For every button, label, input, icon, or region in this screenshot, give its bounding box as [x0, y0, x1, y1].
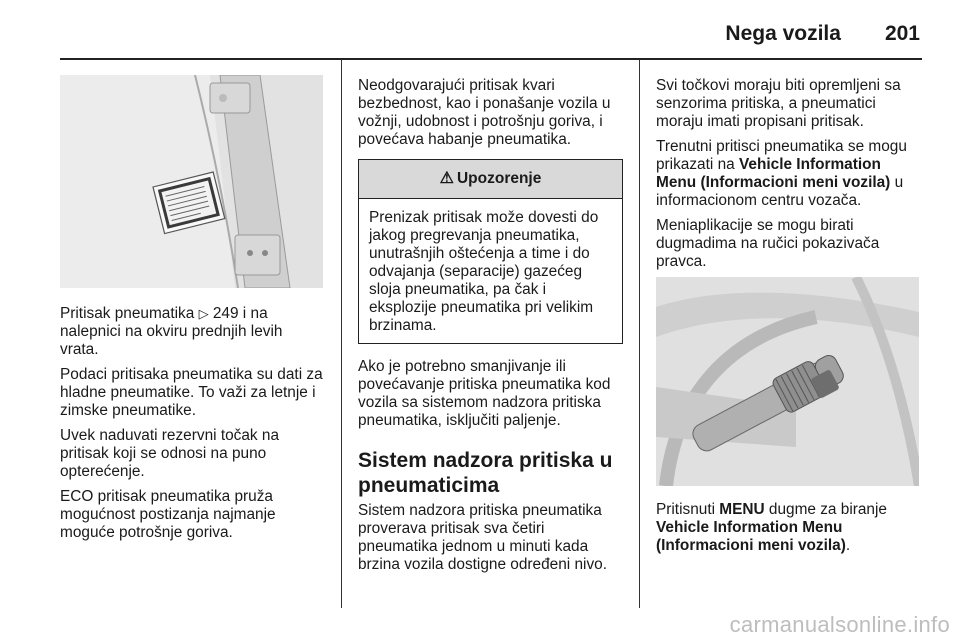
warning-body: Prenizak pritisak može dovesti do jakog pregrevanja pneumatika, unutrašnjih oštećenja a time i do odvajanja (separacije) gazećeg sloja pneumatika, pa čak i eksplozije pneumatika pri velikim brzinama. [369, 209, 599, 334]
column-1 [60, 305, 324, 549]
paragraph: ECO pritisak pneumatika pruža mogućnost postizanja najmanje moguće potrošnje goriva. [60, 488, 276, 541]
page-header [725, 14, 920, 54]
page-title: Nega vozila [725, 22, 841, 45]
menu-name: Vehicle Information Menu (Informacioni meni vozila) [656, 156, 891, 191]
paragraph: Neodgovarajući pritisak kvari bezbednost, kao i ponašanje vozila u vožnji, udobnost i potrošnju goriva, i povećava habanje pneumatika. [358, 77, 611, 148]
paragraph: Meniaplikacije se mogu birati dugmadima na ručici pokazivača pravca. [656, 217, 880, 270]
warning-box [358, 159, 623, 344]
warning-header [359, 160, 622, 199]
paragraph-text: Pritisak pneumatika [60, 305, 199, 322]
paragraph: Podaci pritisaka pneumatika su dati za hladne pneumatike. To važi za letnje i zimske pneumatike. [60, 366, 323, 419]
paragraph-text: dugme za biranje [764, 501, 887, 518]
paragraph [656, 138, 922, 210]
page-number: 201 [884, 22, 920, 45]
paragraph: Ako je potrebno smanjivanje ili povećavanje pritiska pneumatika kod vozila sa sistemom nadzora pritiska pneumatika, isključiti paljenje. [358, 358, 611, 429]
paragraph-text: Trenutni pritisci pneumatika se mogu prikazati na [656, 138, 907, 173]
watermark: carmanualsonline.info [729, 612, 950, 637]
paragraph: Uvek naduvati rezervni točak na pritisak koji se odnosi na puno opterećenje. [60, 427, 280, 480]
column-2 [358, 77, 623, 581]
menu-button-label: MENU [719, 501, 765, 518]
menu-name: Vehicle Information Menu (Informacioni meni vozila) [656, 519, 846, 554]
turn-signal-lever-illustration [656, 277, 919, 486]
warning-triangle-icon: ⚠ [439, 170, 454, 187]
paragraph-text: . [845, 537, 851, 554]
section-heading: Sistem nadzora pritiska u pneumaticima [358, 449, 613, 497]
paragraph: Sistem nadzora pritiska pneumatika proverava pritisak sva četiri pneumatika jednom u minuti kada brzina vozila dostigne određeni nivo. [358, 502, 607, 573]
paragraph-text: 249 i na nalepnici na okviru prednjih levih vrata. [60, 305, 283, 358]
header-rule [60, 58, 922, 60]
column-divider-2 [639, 60, 640, 608]
paragraph: Svi točkovi moraju biti opremljeni sa senzorima pritiska, a pneumatici moraju imati propisani pritisak. [656, 77, 901, 130]
warning-title: Upozorenje [456, 170, 542, 187]
door-pillar-illustration [60, 75, 323, 288]
paragraph-text: u informacionom centru vozača. [656, 174, 904, 209]
column-3 [656, 77, 922, 278]
paragraph-text: Pritisnuti [656, 501, 720, 518]
paragraph [656, 501, 922, 555]
arrow-reference-icon[interactable]: ▷ [198, 306, 209, 321]
column-divider-1 [341, 60, 342, 608]
paragraph [60, 305, 324, 359]
column-3-lower [656, 501, 922, 562]
